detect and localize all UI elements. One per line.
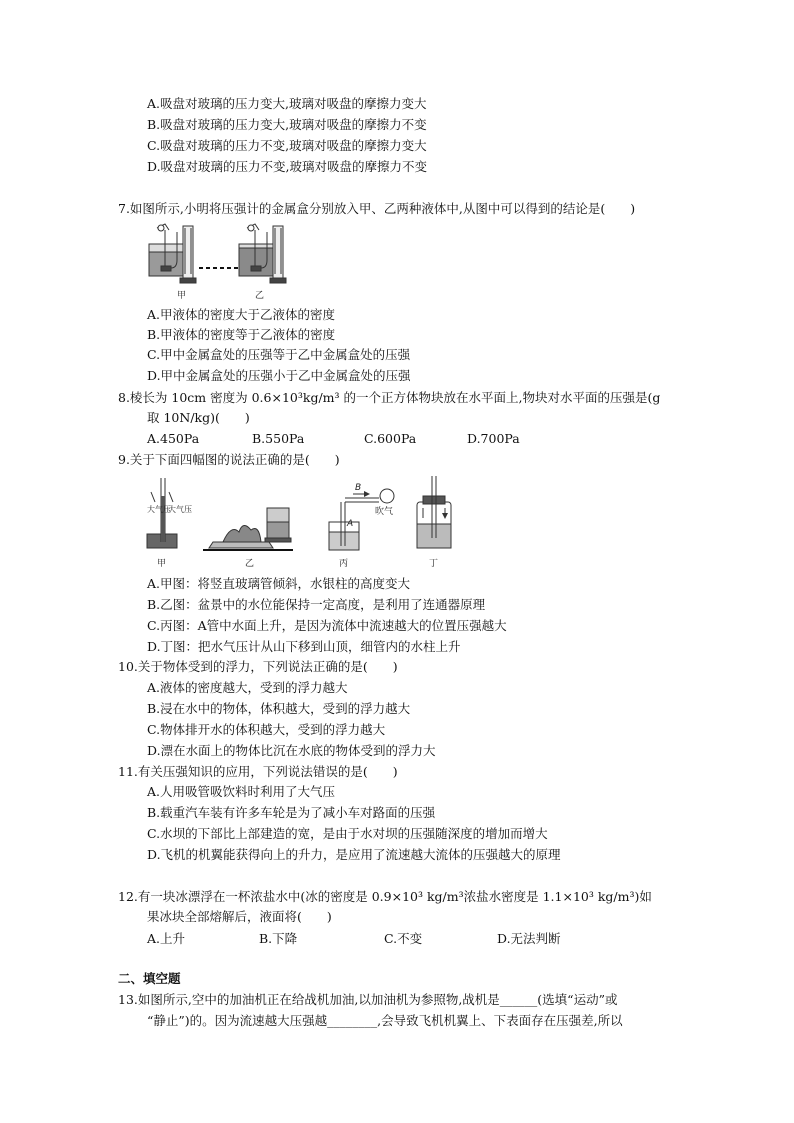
q12-option-b: B.下降: [259, 931, 298, 946]
q7-figure: [143, 222, 293, 302]
q9-label-blow: 吹气: [375, 507, 394, 517]
q7-label-jia: 甲: [177, 291, 187, 301]
q10-option-a: A.液体的密度越大，受到的浮力越大: [147, 680, 348, 695]
q6-option-b: B.吸盘对玻璃的压力变大,玻璃对吸盘的摩擦力不变: [147, 117, 427, 132]
q12-option-c: C.不变: [384, 931, 423, 946]
q9-option-d: D.丁图：把水气压计从山下移到山顶，细管内的水柱上升: [147, 639, 461, 654]
q9-figure: [143, 472, 473, 570]
q9-label-bing: 丙: [339, 559, 349, 569]
q8-option-a: A.450Pa: [147, 431, 200, 446]
q8-stem-line1: 8.棱长为 10cm 密度为 0.6×10³kg/m³ 的一个正方体物块放在水平面上,物块对水平面的压强是(g: [118, 390, 661, 405]
q9-stem: 9.关于下面四幅图的说法正确的是( ): [118, 452, 340, 467]
section-title-fill-in: 二、填空题: [118, 971, 181, 986]
q9-label-ding: 丁: [429, 559, 439, 569]
q10-option-c: C.物体排开水的体积越大，受到的浮力越大: [147, 722, 386, 737]
q6-option-d: D.吸盘对玻璃的压力不变,玻璃对吸盘的摩擦力不变: [147, 159, 428, 174]
q10-stem: 10.关于物体受到的浮力，下列说法正确的是( ): [118, 659, 398, 674]
q9-label-b: B: [355, 483, 362, 493]
q7-label-yi: 乙: [255, 291, 265, 301]
q11-option-d: D.飞机的机翼能获得向上的升力，是应用了流速越大流体的压强越大的原理: [147, 847, 561, 862]
q12-stem-line2: 果冰块全部熔解后，液面将( ): [147, 909, 332, 924]
q8-option-b: B.550Pa: [252, 431, 305, 446]
q7-stem: 7.如图所示,小明将压强计的金属盒分别放入甲、乙两种液体中,从图中可以得到的结论是( ): [118, 201, 636, 216]
q11-option-b: B.载重汽车装有许多车轮是为了减小车对路面的压强: [147, 805, 436, 820]
q13-line1: 13.如图所示,空中的加油机正在给战机加油,以加油机为参照物,战机是______(选填“运动”或: [118, 992, 618, 1007]
q11-stem: 11.有关压强知识的应用，下列说法错误的是( ): [118, 764, 398, 779]
q7-option-d: D.甲中金属盒处的压强小于乙中金属盒处的压强: [147, 368, 411, 383]
q9-label-jia: 甲: [157, 559, 167, 569]
q9-fig-yi: [203, 508, 293, 550]
q7-option-a: A.甲液体的密度大于乙液体的密度: [147, 307, 336, 322]
q9-fig-bing: [329, 489, 394, 550]
q8-option-c: C.600Pa: [364, 431, 417, 446]
q7-option-b: B.甲液体的密度等于乙液体的密度: [147, 327, 336, 342]
q13-line2: “静止”)的。因为流速越大压强越________,会导致飞机机翼上、下表面存在压强差,所以: [147, 1013, 623, 1028]
q9-label-yi: 乙: [245, 559, 255, 569]
q8-option-d: D.700Pa: [467, 431, 520, 446]
q10-option-d: D.漂在水面上的物体比沉在水底的物体受到的浮力大: [147, 743, 436, 758]
q9-option-c: C.丙图：A管中水面上升，是因为流体中流速越大的位置压强越大: [147, 618, 507, 633]
q9-option-a: A.甲图：将竖直玻璃管倾斜，水银柱的高度变大: [147, 576, 411, 591]
q9-label-a: A: [347, 519, 354, 529]
q11-option-a: A.人用吸管吸饮料时利用了大气压: [147, 784, 336, 799]
q7-beaker-jia: [149, 224, 196, 283]
q6-option-c: C.吸盘对玻璃的压力不变,玻璃对吸盘的摩擦力变大: [147, 138, 427, 153]
q8-stem-line2: 取 10N/kg)( ): [147, 410, 250, 425]
q10-option-b: B.浸在水中的物体，体积越大，受到的浮力越大: [147, 701, 411, 716]
q11-option-c: C.水坝的下部比上部建造的宽，是由于水对坝的压强随深度的增加而增大: [147, 826, 548, 841]
q12-option-a: A.上升: [147, 931, 186, 946]
q7-option-c: C.甲中金属盒处的压强等于乙中金属盒处的压强: [147, 347, 411, 362]
q6-option-a: A.吸盘对玻璃的压力变大,玻璃对吸盘的摩擦力变大: [147, 96, 427, 111]
q9-fig-ding: [417, 476, 451, 548]
q12-stem-line1: 12.有一块冰漂浮在一杯浓盐水中(冰的密度是 0.9×10³ kg/m³浓盐水密度是 1.1×10³ kg/m³)如: [118, 889, 652, 904]
q9-option-b: B.乙图：盆景中的水位能保持一定高度，是利用了连通器原理: [147, 597, 486, 612]
q9-atm-right: 大气压: [168, 505, 192, 514]
q12-option-d: D.无法判断: [497, 931, 561, 946]
q9-atm-left: 大气压: [147, 505, 171, 514]
q7-beaker-yi: [239, 224, 286, 283]
